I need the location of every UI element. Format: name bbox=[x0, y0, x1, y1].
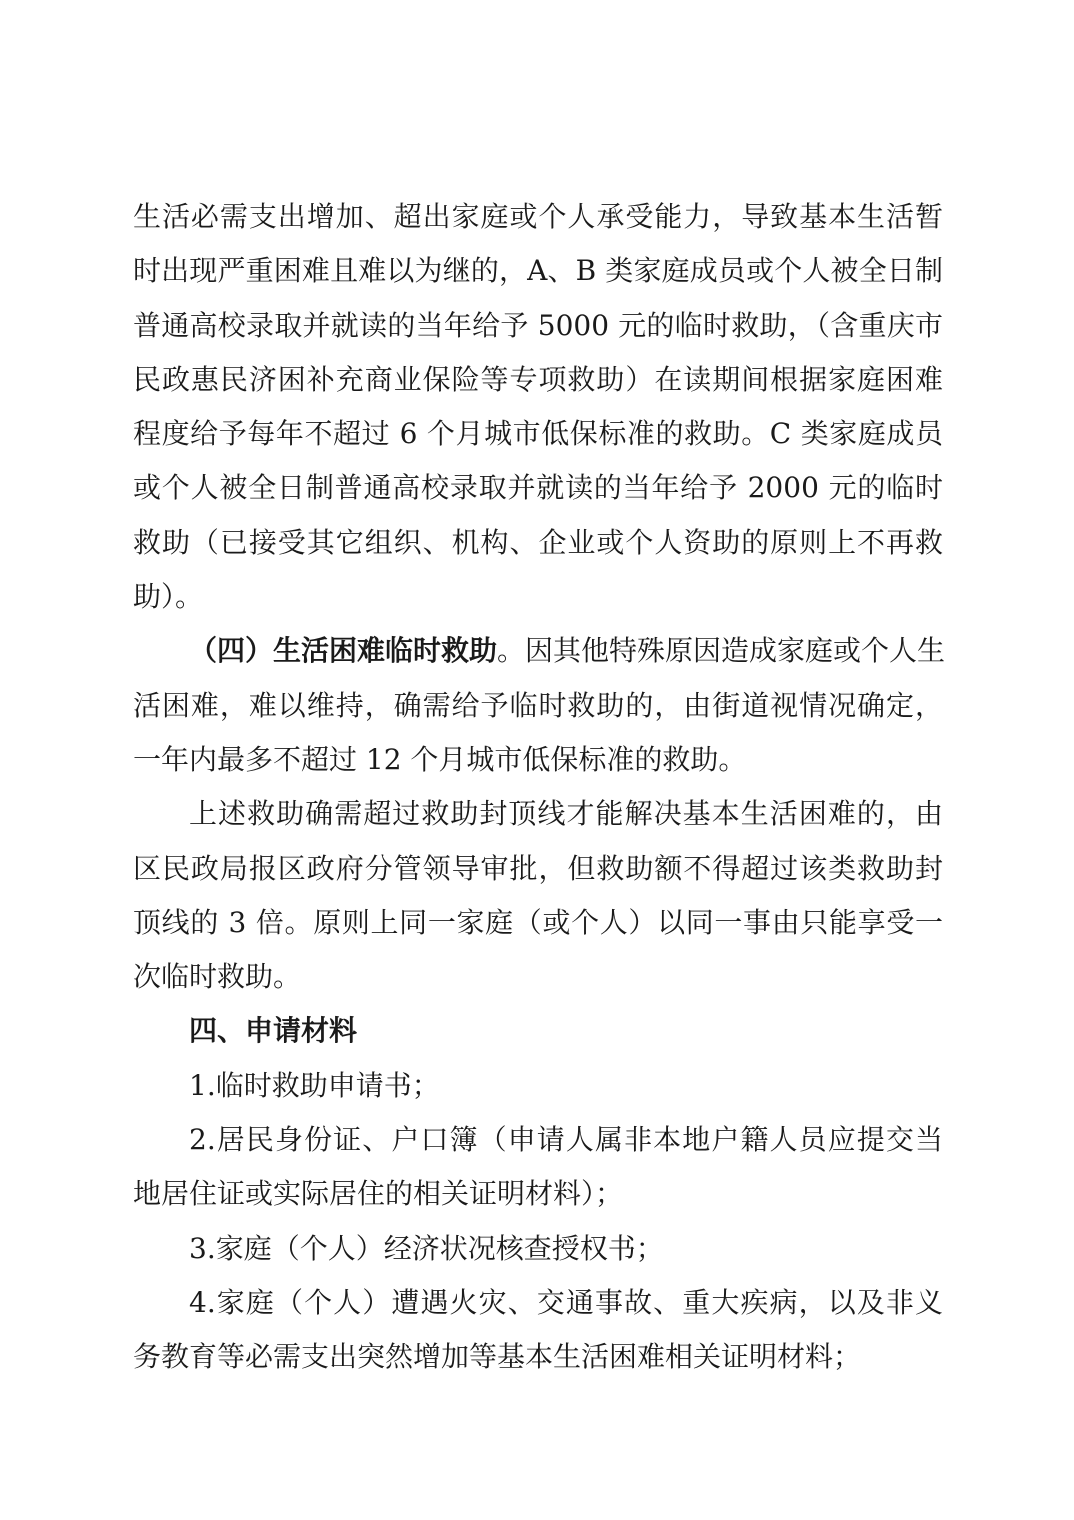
text-segment: 。因其他特殊原因造成家庭或个人生 bbox=[497, 634, 946, 668]
text-line bbox=[133, 624, 946, 678]
materials-list bbox=[133, 1059, 943, 1385]
section-heading: 四、申请材料 bbox=[189, 1014, 358, 1048]
text-line: 助）。 bbox=[133, 580, 204, 614]
text-line: 一年内最多不超过 12 个月城市低保标准的救助。 bbox=[133, 742, 747, 776]
text-line: 生活必需支出增加、超出家庭或个人承受能力，导致基本生活暂 bbox=[133, 200, 943, 233]
list-item-continuation: 地居住证或实际居住的相关证明材料）； bbox=[133, 1177, 624, 1211]
text-line: 时出现严重困难且难以为继的，A、B 类家庭成员或个人被全日制 bbox=[133, 254, 943, 288]
text-line: 程度给予每年不超过 6 个月城市低保标准的救助。C 类家庭成员 bbox=[133, 417, 943, 451]
document-page bbox=[133, 190, 946, 1385]
list-item: 4.家庭（个人）遭遇火灾、交通事故、重大疾病，以及非义 bbox=[189, 1285, 943, 1319]
text-line: 救助（已接受其它组织、机构、企业或个人资助的原则上不再救 bbox=[133, 525, 943, 559]
text-line: 次临时救助。 bbox=[133, 960, 302, 994]
list-item-continuation: 务教育等必需支出突然增加等基本生活困难相关证明材料； bbox=[133, 1340, 862, 1374]
text-line: 顶线的 3 倍。原则上同一家庭（或个人）以同一事由只能享受一 bbox=[133, 905, 943, 939]
list-item: 1.临时救助申请书； bbox=[189, 1068, 440, 1102]
text-line: 上述救助确需超过救助封顶线才能解决基本生活困难的，由 bbox=[189, 797, 943, 831]
list-item: 2.居民身份证、户口簿（申请人属非本地户籍人员应提交当 bbox=[189, 1123, 943, 1157]
text-line: 或个人被全日制普通高校录取并就读的当年给予 2000 元的临时 bbox=[133, 471, 943, 505]
text-line: 活困难，难以维持，确需给予临时救助的，由街道视情况确定， bbox=[133, 688, 943, 722]
text-line: 区民政局报区政府分管领导审批，但救助额不得超过该类救助封 bbox=[133, 851, 943, 885]
list-item: 3.家庭（个人）经济状况核查授权书； bbox=[189, 1231, 664, 1265]
text-line: 民政惠民济困补充商业保险等专项救助）在读期间根据家庭困难 bbox=[133, 362, 943, 396]
subsection-heading: （四）生活困难临时救助 bbox=[189, 634, 498, 668]
paragraph-cap-limit bbox=[133, 787, 943, 1004]
text-line: 普通高校录取并就读的当年给予 5000 元的临时救助，（含重庆市 bbox=[133, 308, 943, 342]
paragraph-education-aid bbox=[133, 190, 943, 624]
paragraph-living-hardship-aid bbox=[133, 624, 946, 787]
